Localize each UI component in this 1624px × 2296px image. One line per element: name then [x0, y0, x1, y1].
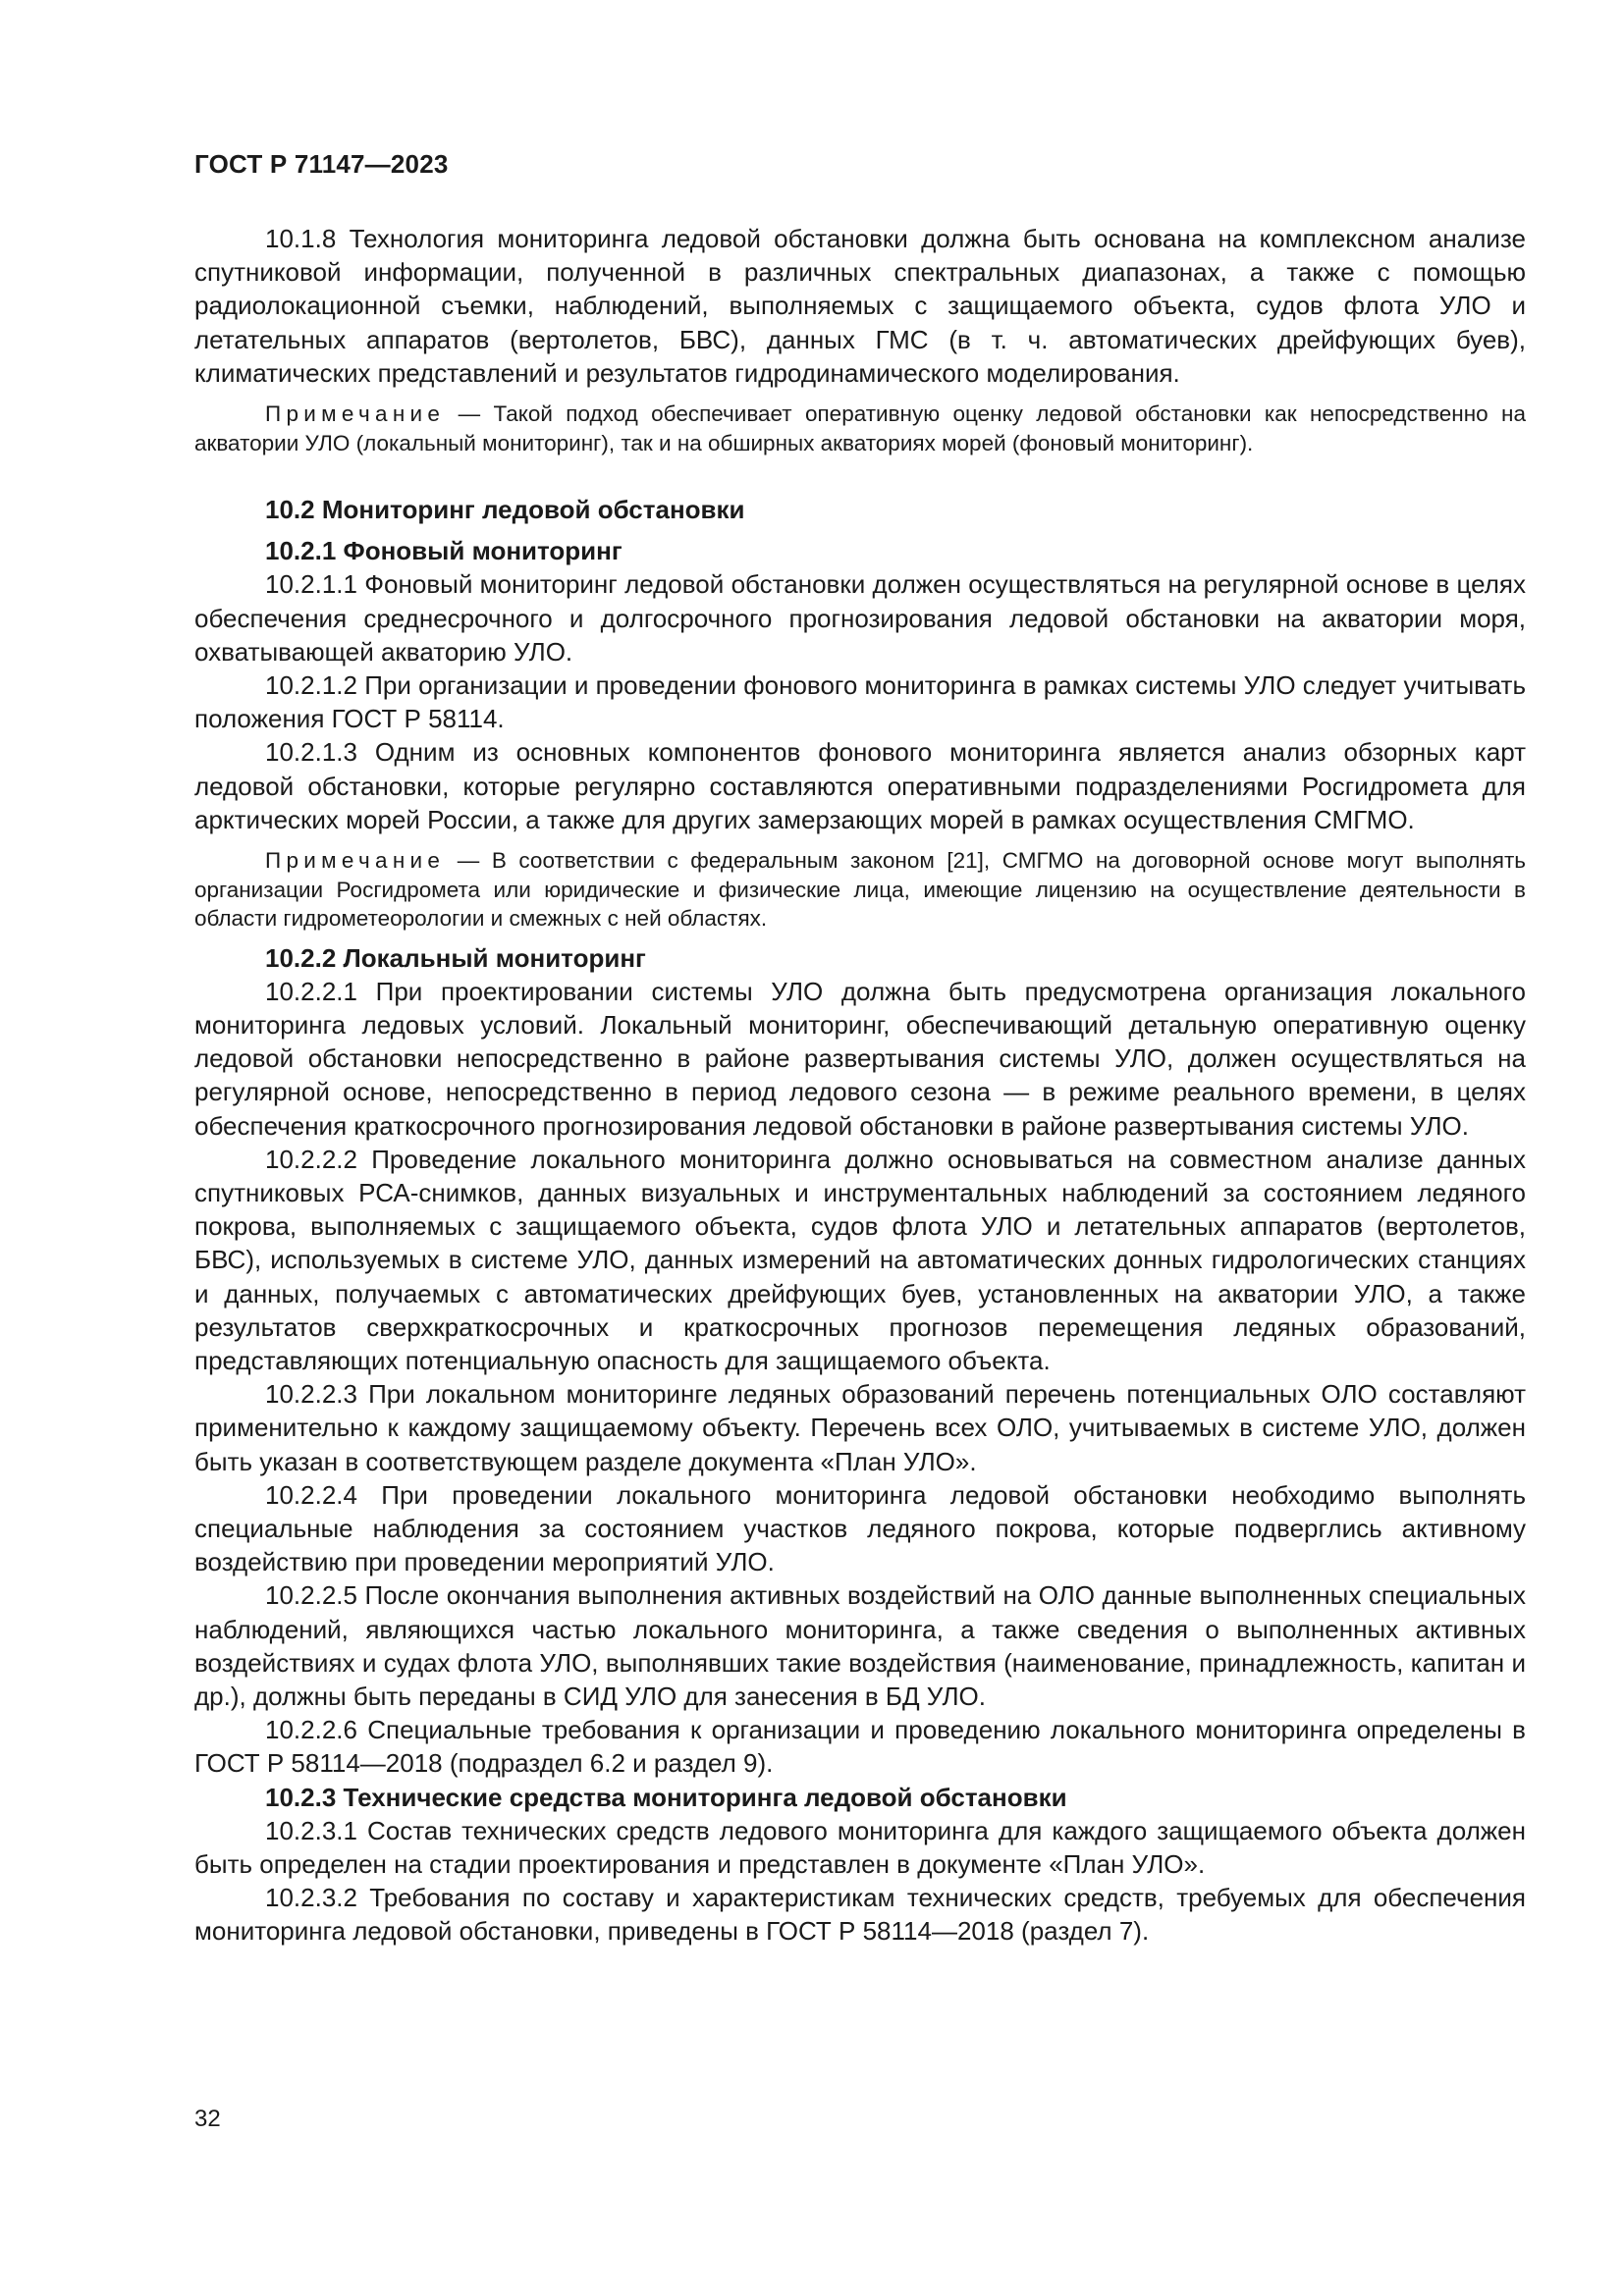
paragraph-10-2-1-2: 10.2.1.2 При организации и проведении фонового мониторинга в рамках системы УЛО следует учитывать положения ГОСТ Р 58114. — [194, 670, 1526, 734]
paragraph-10-2-3-1: 10.2.3.1 Состав технических средств ледового мониторинга для каждого защищаемого объекта должен быть определен на стадии проектирования и представлен в документе «План УЛО». — [194, 1815, 1526, 1880]
paragraph-10-2-2-1: 10.2.2.1 При проектировании системы УЛО должна быть предусмотрена организация локального мониторинга ледовых условий. Локальный мониторинг, обеспечивающий детальную оперативную оценку ледовой обстановки непосредственно в районе развертывания системы УЛО, должен осуществляться на регулярной основе, непосредственно в период ледового сезона — в режиме реального времени, в целях обеспечения краткосрочного прогнозирования ледовой обстановки в районе развертывания системы УЛО. — [194, 976, 1526, 1141]
note-1 — [194, 400, 1526, 457]
section-heading-10-2: 10.2 Мониторинг ледовой обстановки — [265, 495, 745, 525]
note-label: Примечание — [265, 401, 446, 427]
paragraph-10-2-2-4: 10.2.2.4 При проведении локального мониторинга ледовой обстановки необходимо выполнять специальные наблюдения за состоянием участков ледяного покрова, которые подверглись активному воздействию при проведении мероприятий УЛО. — [194, 1479, 1526, 1577]
paragraph-10-2-1-1: 10.2.1.1 Фоновый мониторинг ледовой обстановки должен осуществляться на регулярной основе в целях обеспечения среднесрочного и долгосрочного прогнозирования ледовой обстановки на акватории моря, охватывающей акваторию УЛО. — [194, 569, 1526, 667]
subsection-heading-10-2-3: 10.2.3 Технические средства мониторинга ледовой обстановки — [265, 1782, 1067, 1812]
note-label: Примечание — [265, 848, 446, 874]
paragraph-10-2-1-3: 10.2.1.3 Одним из основных компонентов фонового мониторинга является анализ обзорных карт ледовой обстановки, которые регулярно составляются оперативными подразделениями Росгидромета для арктических морей России, а также для других замерзающих морей в рамках осуществления СМГМО. — [194, 737, 1526, 834]
paragraph-10-2-2-5: 10.2.2.5 После окончания выполнения активных воздействий на ОЛО данные выполненных специальных наблюдений, являющихся частью локального мониторинга, а также сведения о выполненных активных воздействиях и судах флота УЛО, выполнявших такие воздействия (наименование, принадлежность, капитан и др.), должны быть переданы в СИД УЛО для занесения в БД УЛО. — [194, 1580, 1526, 1712]
subsection-heading-10-2-1: 10.2.1 Фоновый мониторинг — [265, 536, 623, 566]
paragraph-10-2-3-2: 10.2.3.2 Требования по составу и характеристикам технических средств, требуемых для обеспечения мониторинга ледовой обстановки, приведены в ГОСТ Р 58114—2018 (раздел 7). — [194, 1883, 1526, 1947]
paragraph-10-1-8: 10.1.8 Технология мониторинга ледовой обстановки должна быть основана на комплексном анализе спутниковой информации, полученной в различных спектральных диапазонах, а также с помощью радиолокационной съемки, наблюдений, выполняемых с защищаемого объекта, судов флота УЛО и летательных аппаратов (вертолетов, БВС), данных ГМС (в т. ч. автоматических дрейфующих буев), климатических представлений и результатов гидродинамического моделирования. — [194, 224, 1526, 388]
paragraph-10-2-2-2: 10.2.2.2 Проведение локального мониторинга должно основываться на совместном анализе данных спутниковых РСА-снимков, данных визуальных и инструментальных наблюдений за состоянием ледяного покрова, выполняемых с защищаемого объекта, судов флота УЛО и летательных аппаратов (вертолетов, БВС), используемых в системе УЛО, данных измерений на автоматических донных гидрологических станциях и данных, получаемых с автоматических дрейфующих буев, установленных на акватории УЛО, а также результатов сверхкраткосрочных и краткосрочных прогнозов перемещения ледяных образований, представляющих потенциальную опасность для защищаемого объекта. — [194, 1144, 1526, 1375]
document-body — [194, 222, 1526, 1949]
document-header: ГОСТ Р 71147—2023 — [194, 149, 449, 179]
note-2 — [194, 846, 1526, 934]
note-text: — В соответствии с федеральным законом [21], СМГМО на договорной основе могут выполнять организации Росгидромета или юридические и физические лица, имеющие лицензию на осуществление деятельности в области гидрометеорологии и смежных с ней областях. — [194, 848, 1526, 932]
paragraph-10-2-2-6: 10.2.2.6 Специальные требования к организации и проведению локального мониторинга определены в ГОСТ Р 58114—2018 (подраздел 6.2 и раздел 9). — [194, 1715, 1526, 1779]
paragraph-10-2-2-3: 10.2.2.3 При локальном мониторинге ледяных образований перечень потенциальных ОЛО составляют применительно к каждому защищаемому объекту. Перечень всех ОЛО, учитываемых в системе УЛО, должен быть указан в соответствующем разделе документа «План УЛО». — [194, 1379, 1526, 1476]
note-text: — Такой подход обеспечивает оперативную оценку ледовой обстановки как непосредственно на акватории УЛО (локальный мониторинг), так и на обширных акваториях морей (фоновый мониторинг). — [194, 401, 1526, 455]
subsection-heading-10-2-2: 10.2.2 Локальный мониторинг — [265, 942, 646, 973]
page-number: 32 — [194, 2106, 221, 2132]
